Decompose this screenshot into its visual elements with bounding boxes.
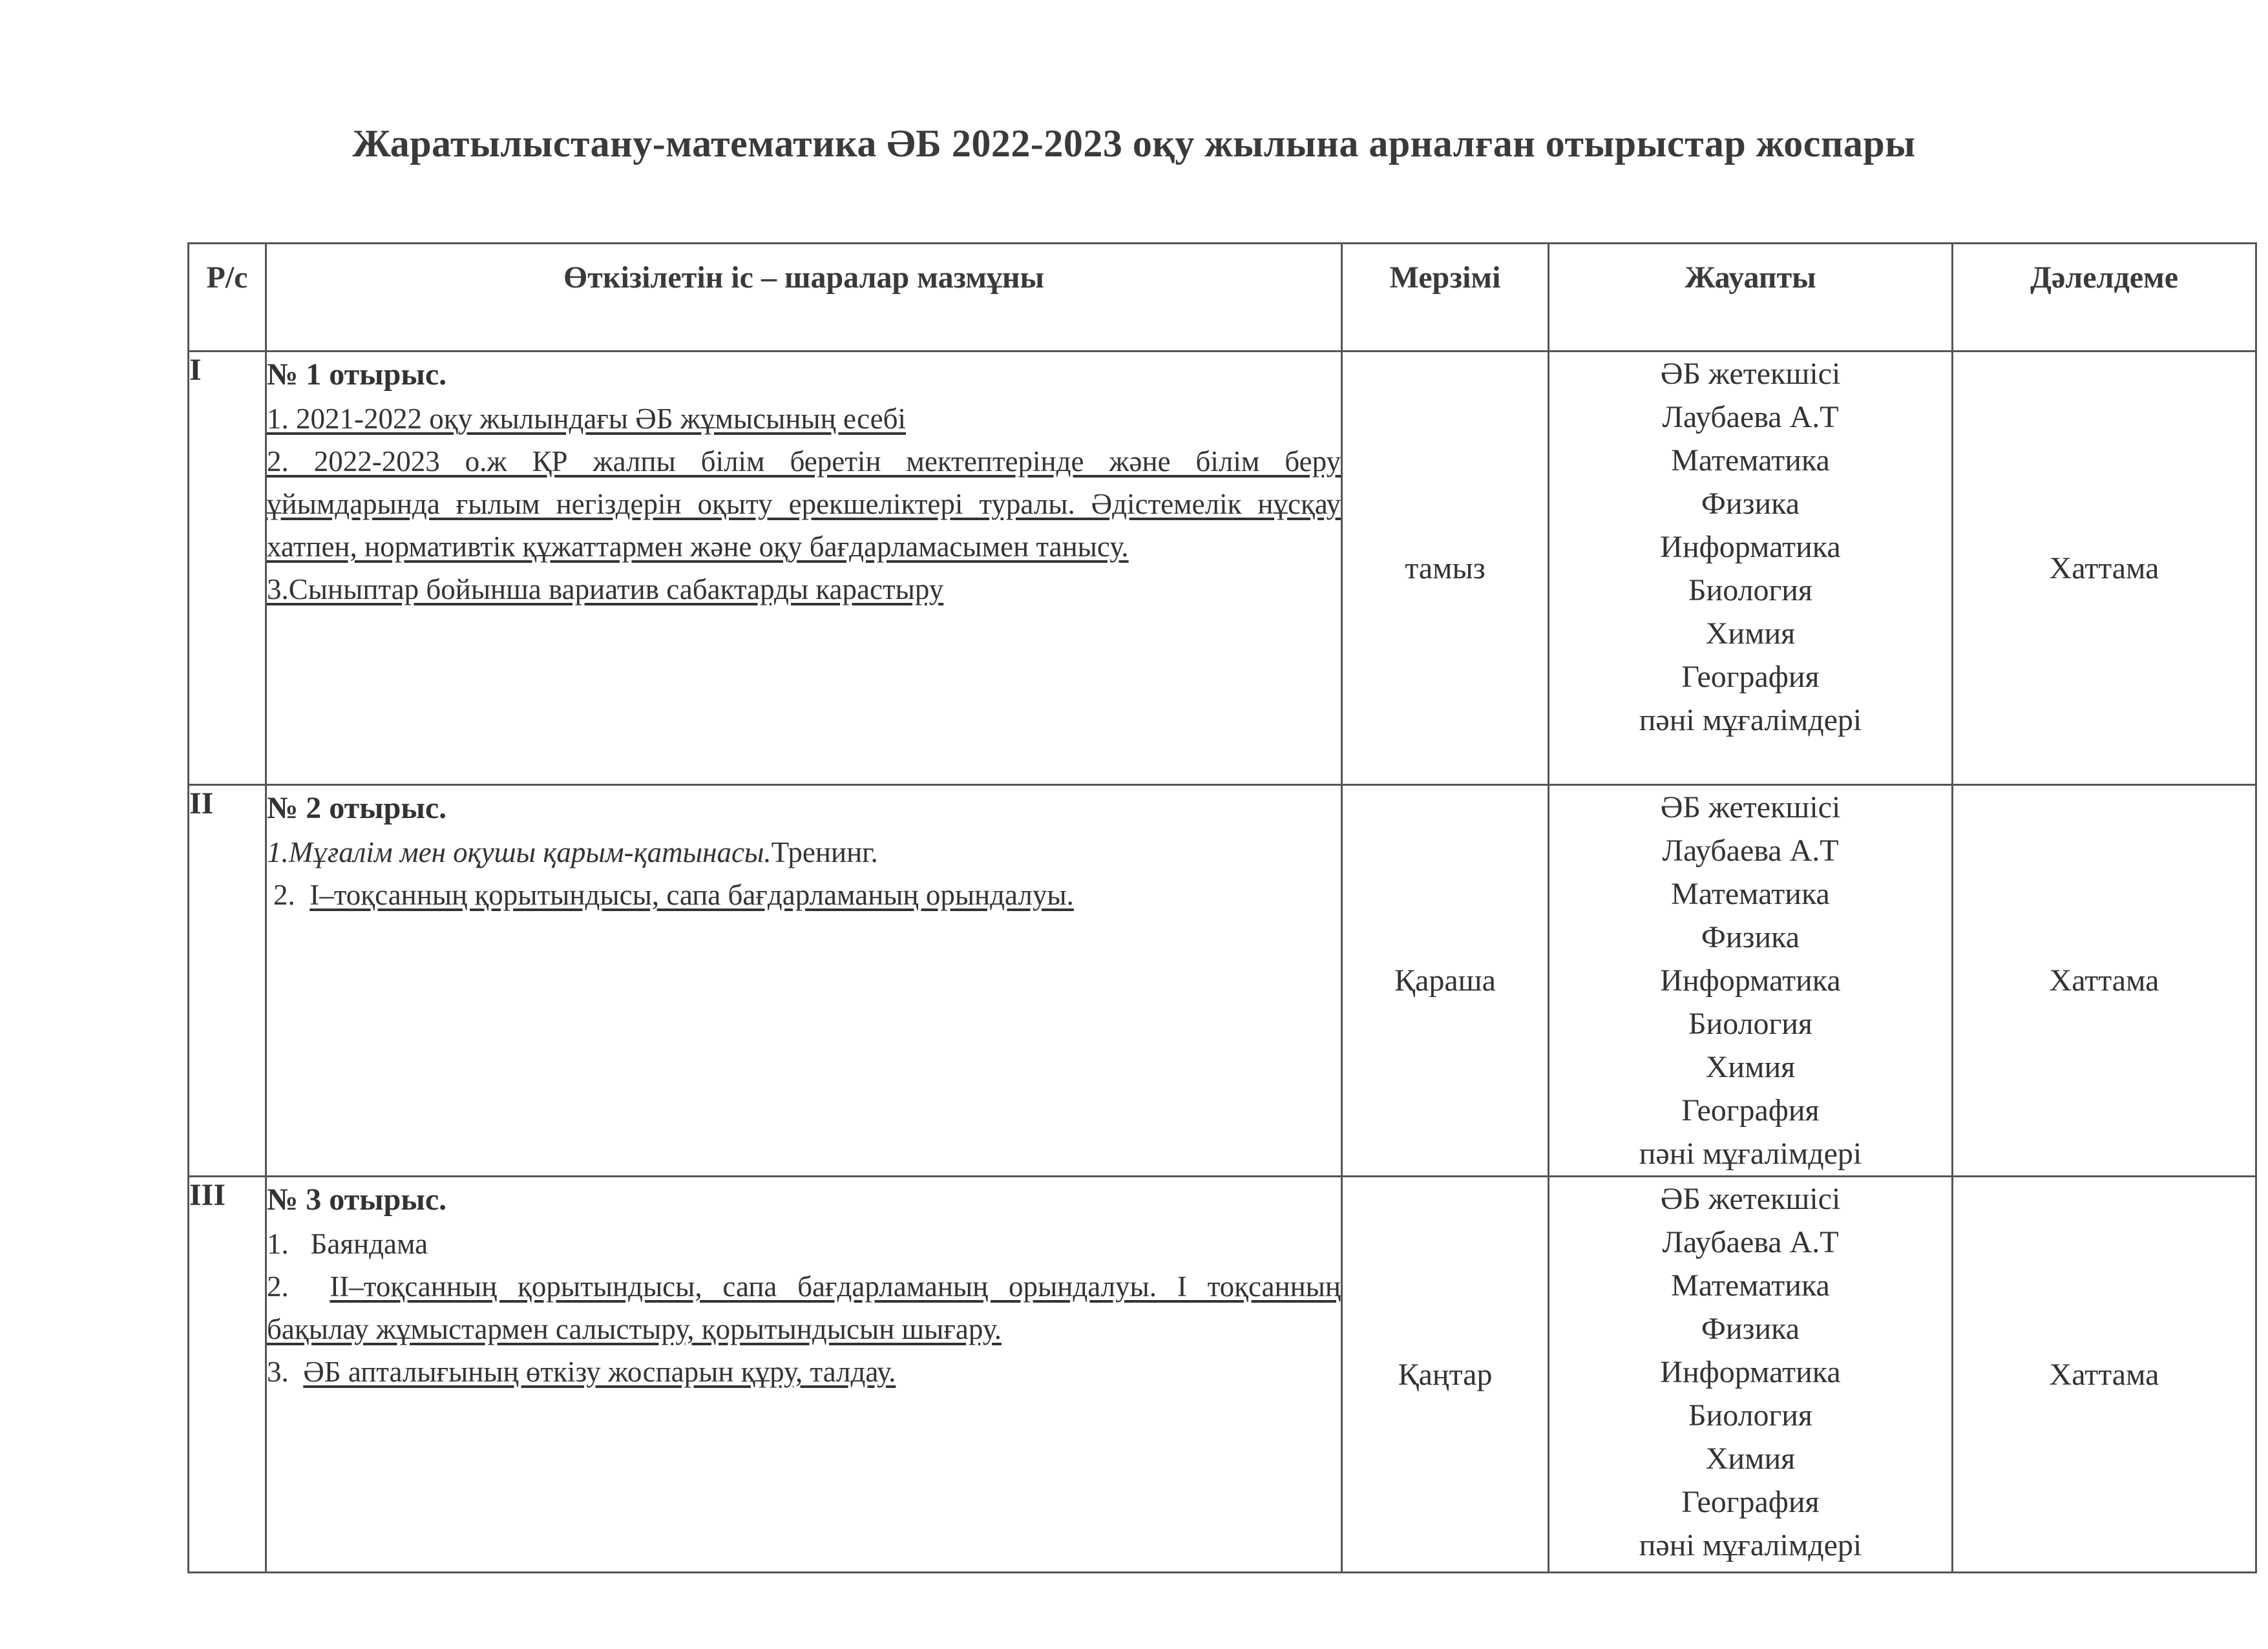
table-row [189,352,2256,785]
responsible-line: Биология [1688,573,1813,607]
agenda-item-number: 2. [267,1270,289,1303]
row-responsible [1549,352,1953,785]
responsible-line: Математика [1671,443,1830,478]
row-evidence: Хаттама [1953,785,2256,1177]
header-num: Р/с [189,244,266,352]
agenda-item: 3.Сыныптар бойынша вариатив сабактарды карастыру [267,573,944,605]
header-evidence: Дәлелдеме [1953,244,2256,352]
responsible-line: Физика [1701,1312,1800,1346]
row-number: III [189,1177,266,1573]
responsible-line: Информатика [1660,963,1841,998]
row-responsible [1549,785,1953,1177]
table-row [189,1177,2256,1573]
responsible-line: пәні мұғалімдері [1639,1528,1862,1562]
row-content [266,352,1342,785]
responsible-line: Лаубаева А.Т [1662,400,1839,434]
meeting-title: № 2 отырыс. [267,791,447,825]
responsible-line: пәні мұғалімдері [1639,1137,1862,1171]
responsible-line: География [1681,1093,1820,1128]
agenda-item [267,1265,1341,1350]
agenda-item-text: ӘБ апталығының өткізу жоспарын құру, талдау. [303,1356,896,1388]
agenda-item-italic: 1.Мұғалім мен оқушы қарым-қатынасы. [267,836,772,868]
responsible-line: Физика [1701,487,1800,521]
agenda-item [267,874,1341,916]
responsible-line: Физика [1701,920,1800,954]
responsible-line: География [1681,660,1820,694]
responsible-line: ӘБ жетекшісі [1660,357,1841,391]
responsible-line: Лаубаева А.Т [1662,1225,1839,1259]
row-number: II [189,785,266,1177]
responsible-line: Математика [1671,877,1830,911]
row-evidence: Хаттама [1953,352,2256,785]
row-content [266,785,1342,1177]
row-responsible [1549,1177,1953,1573]
agenda-item: 1. 2021-2022 оқу жылындағы ӘБ жұмысының есебі [267,403,906,435]
responsible-line: пәні мұғалімдері [1639,703,1862,737]
meeting-title: № 1 отырыс. [267,357,447,392]
header-content: Өткізілетін іс – шаралар мазмұны [266,244,1342,352]
agenda-item-number: 2. [273,879,295,911]
responsible-line: Биология [1688,1398,1813,1433]
row-deadline: Қараша [1342,785,1549,1177]
agenda-item-text: I–тоқсанның қорытындысы, сапа бағдарламаның орындалуы. [310,879,1074,911]
agenda-item-suffix: Тренинг. [771,836,878,868]
row-deadline: Қаңтар [1342,1177,1549,1573]
agenda-item [267,1350,1341,1393]
responsible-line: Химия [1705,1050,1796,1084]
row-evidence: Хаттама [1953,1177,2256,1573]
responsible-line: ӘБ жетекшісі [1660,1182,1841,1216]
responsible-line: География [1681,1485,1820,1519]
responsible-line: Математика [1671,1268,1830,1303]
meetings-plan-table [187,242,2257,1573]
page-title: Жаратылыстану-математика ӘБ 2022-2023 оқу жылына арналған отырыстар жоспары [352,122,1916,165]
meeting-title: № 3 отырыс. [267,1182,447,1217]
agenda-item [267,831,1341,874]
responsible-line: Биология [1688,1007,1813,1041]
header-deadline: Мерзімі [1342,244,1549,352]
agenda-item: 2. 2022-2023 о.ж ҚР жалпы білім беретін мектептерінде және білім беру ұйымдарында ғылым негіздерін оқыту ерекшеліктері туралы. Әдістемелік нұсқау хатпен, нормативтік құжаттармен және оқу бағдарламасымен танысу. [267,445,1341,563]
agenda-item: 1. Баяндама [267,1228,428,1260]
responsible-line: Химия [1705,1442,1796,1476]
row-deadline: тамыз [1342,352,1549,785]
row-number: I [189,352,266,785]
header-responsible: Жауапты [1549,244,1953,352]
row-content [266,1177,1342,1573]
table-row [189,785,2256,1177]
responsible-line: Химия [1705,616,1796,651]
table-header-row [189,244,2256,352]
agenda-item-text: II–тоқсанның қорытындысы, сапа бағдарламаның орындалуы. I тоқсанның бақылау жұмыстармен салыстыру, қорытындысын шығару. [267,1270,1341,1345]
agenda-item-number: 3. [267,1356,289,1388]
responsible-line: Информатика [1660,1355,1841,1389]
responsible-line: Лаубаева А.Т [1662,834,1839,868]
responsible-line: Информатика [1660,530,1841,564]
responsible-line: ӘБ жетекшісі [1660,790,1841,824]
